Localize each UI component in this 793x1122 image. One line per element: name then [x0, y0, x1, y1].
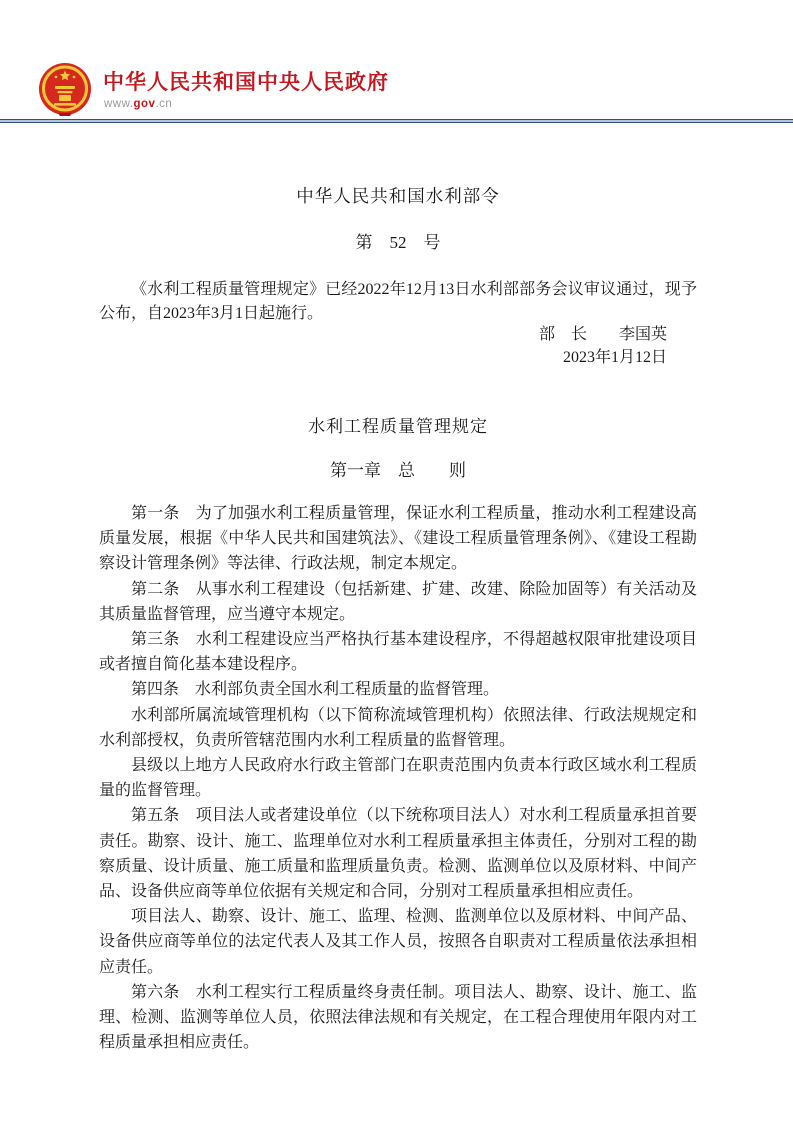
- signature-block: [99, 324, 697, 369]
- national-emblem-icon[interactable]: [38, 62, 92, 116]
- article-paragraph: 水利部所属流域管理机构（以下简称流域管理机构）依照法律、行政法规规定和水利部授权，负责所管辖范围内水利工程质量的监督管理。: [99, 706, 697, 749]
- site-header: [0, 0, 793, 119]
- decree-title: 中华人民共和国水利部令: [296, 186, 500, 206]
- article-paragraph: 第五条 项目法人或者建设单位（以下统称项目法人）对水利工程质量承担首要责任。勘察、设计、施工、监理单位对水利工程质量承担主体责任，分别对工程的勘察质量、设计质量、施工质量和监理质量负责。检测、监测单位以及原材料、中间产品、设备供应商等单位依据有关规定和合同，分别对工程质量承担相应责任。: [99, 807, 697, 901]
- site-url-highlight: gov: [133, 98, 156, 110]
- decree-number: 第 52 号: [355, 233, 441, 252]
- article-paragraph: 县级以上地方人民政府水行政主管部门在职责范围内负责本行政区域水利工程质量的监督管理。: [99, 757, 697, 800]
- chapter-heading: 第一章 总 则: [330, 461, 466, 480]
- signature-minister: 部 长 李国英: [538, 326, 667, 343]
- decree-announcement: 《水利工程质量管理规定》已经2022年12月13日水利部部务会议审议通过，现予公布，自2023年3月1日起施行。: [99, 281, 697, 322]
- header-divider-rule: [0, 119, 793, 123]
- article-paragraph: 第一条 为了加强水利工程质量管理，保证水利工程质量，推动水利工程建设高质量发展，根据《中华人民共和国建筑法》、《建设工程质量管理条例》、《建设工程勘察设计管理条例》等法律、行政法规，制定本规定。: [99, 505, 697, 573]
- article-paragraph: 项目法人、勘察、设计、施工、监理、检测、监测单位以及原材料、中间产品、设备供应商等单位的法定代表人及其工作人员，按照各自职责对工程质量依法承担相应责任。: [99, 908, 697, 976]
- site-url-prefix: www.: [104, 98, 134, 110]
- article-paragraph: 第六条 水利工程实行工程质量终身责任制。项目法人、勘察、设计、施工、监理、检测、监测等单位人员，依照法律法规和有关规定，在工程合理使用年限内对工程质量承担相应责任。: [99, 983, 697, 1052]
- regulation-title: 水利工程质量管理规定: [308, 417, 488, 436]
- site-url[interactable]: [104, 98, 172, 110]
- site-url-suffix: .cn: [155, 98, 173, 110]
- article-paragraph: 第三条 水利工程建设应当严格执行基本建设程序，不得超越权限审批建设项目或者擅自简化基本建设程序。: [99, 631, 697, 674]
- article-paragraph: 第四条 水利部负责全国水利工程质量的监督管理。: [131, 681, 500, 699]
- articles-section: [99, 501, 697, 1055]
- article-paragraph: 第二条 从事水利工程建设（包括新建、扩建、改建、除险加固等）有关活动及其质量监督管理，应当遵守本规定。: [99, 580, 697, 623]
- signature-date: 2023年1月12日: [562, 348, 667, 366]
- site-title[interactable]: 中华人民共和国中央人民政府: [103, 71, 389, 94]
